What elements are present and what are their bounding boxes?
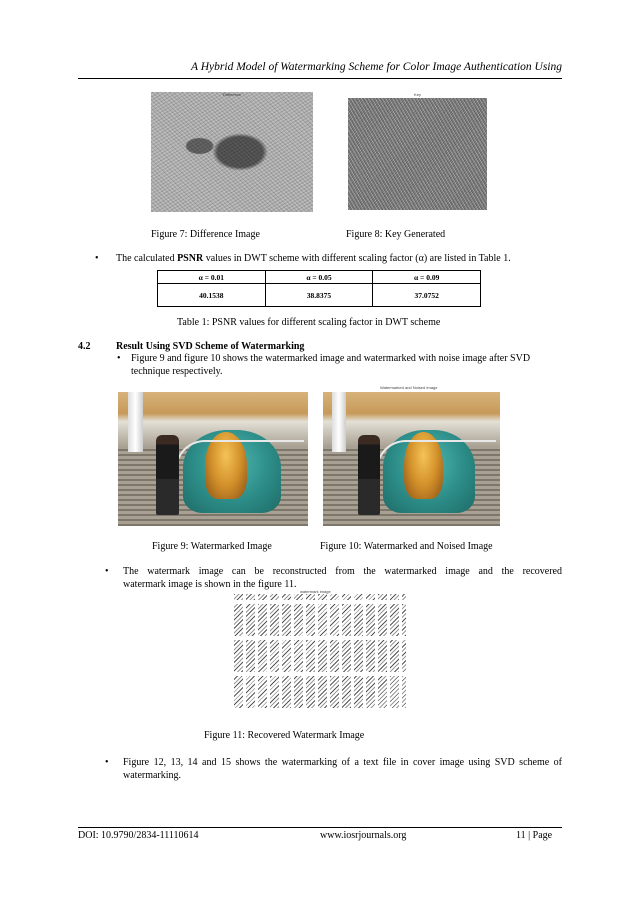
text-watermark-paragraph: [123, 757, 562, 782]
recovered-line-2: watermark image is shown in the figure 11.: [123, 578, 297, 590]
bullet-marker: •: [117, 353, 121, 364]
difference-image: [151, 92, 313, 212]
recovered-paragraph: [123, 566, 562, 591]
figure-10-caption: Figure 10: Watermarked and Noised Image: [320, 541, 493, 552]
bullet-marker: •: [95, 253, 99, 264]
svd-line-2: technique respectively.: [131, 365, 223, 377]
figure-9-caption: Figure 9: Watermarked Image: [152, 541, 272, 552]
table-value-cell: 37.0752: [373, 284, 481, 307]
footer-rule: [78, 827, 562, 828]
table-header-cell: α = 0.01: [158, 271, 266, 284]
psnr-table: [157, 270, 481, 307]
key-image-title: Key: [414, 92, 421, 97]
figure-8-caption: Figure 8: Key Generated: [346, 229, 446, 240]
figure-11-caption: Figure 11: Recovered Watermark Image: [204, 730, 365, 741]
text-watermark-line-2: watermarking.: [123, 769, 182, 781]
bullet-marker: •: [105, 757, 109, 768]
table-value-cell: 38.8375: [265, 284, 373, 307]
difference-image-title: Difference: [222, 92, 242, 97]
svd-paragraph: [131, 353, 571, 378]
recovered-line-1: The watermark image can be reconstructed from the watermarked image and the recovered: [123, 566, 562, 577]
footer-doi: DOI: 10.9790/2834-11110614: [78, 830, 199, 841]
watermarked-image: [118, 392, 308, 526]
key-image: [348, 92, 487, 210]
recovered-watermark-image: [234, 594, 406, 712]
psnr-paragraph: [116, 253, 566, 266]
psnr-text-post: values in DWT scheme with different scaling factor (α) are listed in Table 1.: [203, 253, 511, 264]
table-header-cell: α = 0.05: [265, 271, 373, 284]
footer-website: www.iosrjournals.org: [320, 830, 407, 841]
section-number: 4.2: [78, 341, 91, 352]
bullet-marker: •: [105, 566, 109, 577]
section-title: Result Using SVD Scheme of Watermarking: [116, 341, 305, 352]
psnr-text-pre: The calculated: [116, 253, 178, 264]
psnr-text-bold: PSNR: [177, 253, 204, 264]
table-header-cell: α = 0.09: [373, 271, 481, 284]
table-value-cell: 40.1538: [158, 284, 266, 307]
watermarked-noised-image: [323, 392, 500, 526]
svd-line-1: Figure 9 and figure 10 shows the watermarked image and watermarked with noise image after SVD: [131, 353, 531, 364]
header-rule: [78, 78, 562, 79]
noised-image-title: Watermarked and Noised Image: [380, 385, 438, 390]
text-watermark-line-1: Figure 12, 13, 14 and 15 shows the watermarking of a text file in cover image using SVD scheme of: [123, 757, 562, 768]
footer-page-number: 11 | Page: [516, 830, 553, 841]
table-1-caption: Table 1: PSNR values for different scaling factor in DWT scheme: [177, 317, 441, 328]
running-header: A Hybrid Model of Watermarking Scheme for Color Image Authentication Using: [191, 61, 562, 73]
figure-7-caption: Figure 7: Difference Image: [151, 229, 260, 240]
watermark-image-title: watermark image: [300, 589, 331, 594]
